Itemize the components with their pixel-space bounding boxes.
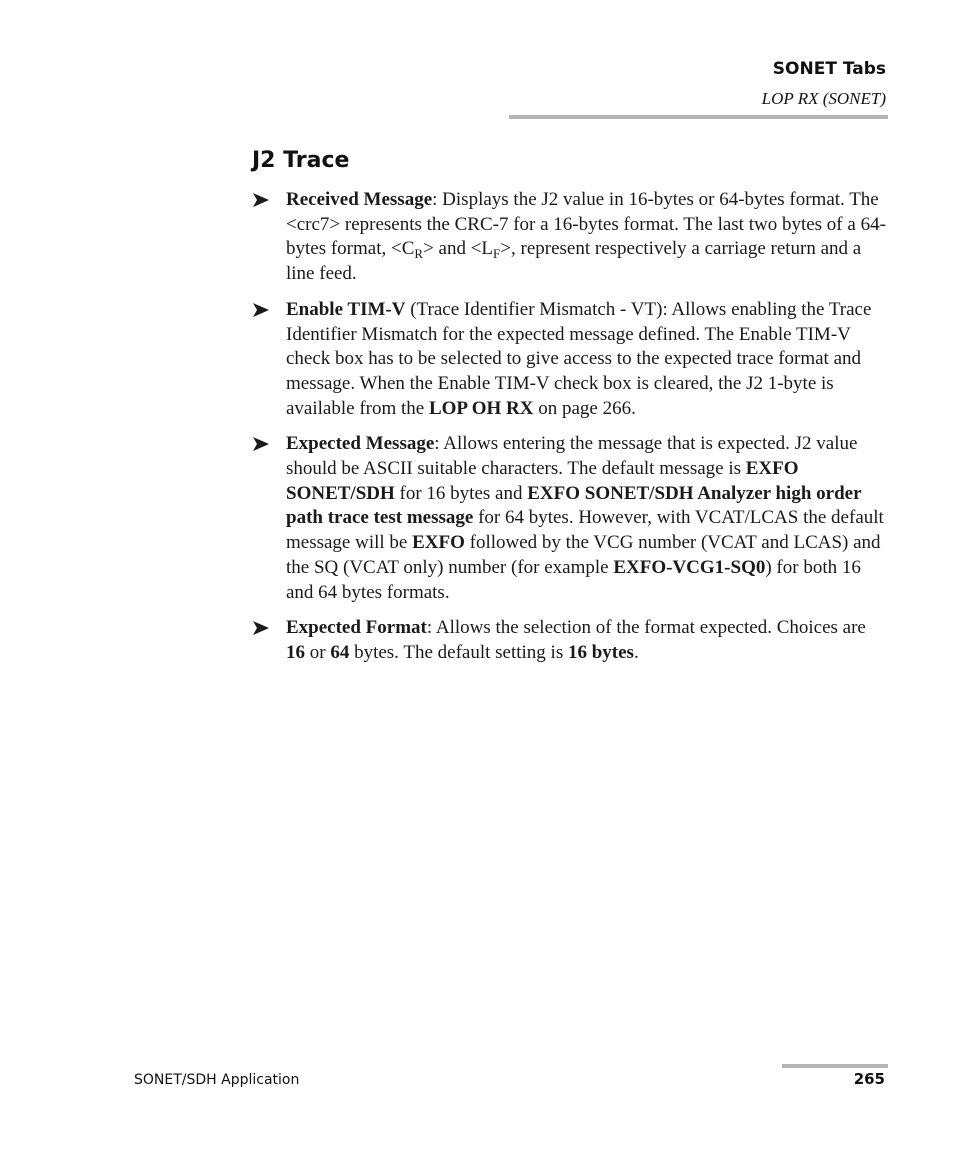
bullet-text-run: or — [305, 641, 331, 663]
bullet-term: Expected Format — [286, 617, 427, 639]
bullet-text-run: for 16 bytes and — [394, 482, 528, 504]
bullet-text-run: : Displays the J2 value in 16-bytes or 64-bytes format. The <crc7> represents the CRC-7 for a 16-bytes format. The last two bytes of a 64-bytes format, <C — [286, 189, 886, 260]
section-title: J2 Trace — [252, 148, 350, 173]
bullet-term: Enable TIM-V — [286, 298, 406, 320]
bullet-text-run: ) for both 16 and 64 bytes formats. — [286, 556, 861, 603]
bullet-text — [286, 617, 866, 663]
bullet-term: Received Message — [286, 189, 433, 210]
list-item — [252, 432, 888, 605]
bullet-text-run: > and <L — [423, 238, 494, 260]
bullet-text-run: >, represent respectively a carriage return and a line feed. — [286, 238, 862, 285]
arrowhead-bullet-icon — [252, 619, 270, 637]
bold-text: EXFO — [412, 532, 465, 554]
header-subtitle: LOP RX (SONET) — [761, 89, 886, 108]
list-item — [252, 616, 888, 665]
bullet-text-run: bytes. The default setting is — [349, 641, 568, 663]
running-header — [762, 56, 886, 112]
bold-text: 64 — [330, 641, 350, 663]
bullet-text — [286, 433, 884, 602]
bullet-text-run: followed by the VCG number (VCAT and LCAS) and the SQ (VCAT only) number (for example — [286, 532, 881, 578]
subscript: R — [414, 246, 424, 262]
bullet-term: Expected Message — [286, 433, 435, 455]
subscript: F — [493, 246, 501, 262]
header-title: SONET Tabs — [772, 59, 886, 79]
bold-text: 16 bytes — [567, 641, 634, 663]
header-rule — [509, 115, 888, 119]
bold-text: EXFO-VCG1-SQ0 — [613, 556, 766, 578]
bullet-text-run: (Trace Identifier Mismatch - VT): Allows enabling the Trace Identifier Mismatch for the expected message defined. The Enable TIM-V check box has to be selected to give access to the expected trace format and message. When the Enable TIM-V check box is cleared, the J2 1-byte is available from the — [286, 298, 872, 419]
bullet-text-run: : Allows the selection of the format expected. Choices are — [426, 617, 866, 639]
bullet-text — [286, 189, 886, 284]
bullet-text-run: for 64 bytes. However, with VCAT/LCAS the default message will be — [286, 507, 884, 554]
bullet-list — [252, 188, 888, 677]
arrowhead-bullet-icon — [252, 301, 270, 319]
bullet-text-run: . — [633, 641, 639, 663]
footer-document-title: SONET/SDH Application — [134, 1072, 300, 1088]
footer-rule — [782, 1064, 888, 1068]
bold-text: EXFO SONET/SDH Analyzer high order path trace test message — [286, 482, 862, 529]
bold-text: 16 — [286, 641, 305, 663]
page-number: 265 — [853, 1070, 885, 1088]
cross-reference-link[interactable]: LOP OH RX — [428, 397, 534, 419]
bullet-text — [286, 299, 871, 419]
list-item — [252, 188, 888, 287]
bullet-text-run: on page 266. — [533, 397, 636, 419]
bullet-text-run: : Allows entering the message that is expected. J2 value should be ASCII suitable characters. The default message is — [286, 433, 858, 480]
bold-text: EXFO SONET/SDH — [286, 458, 799, 504]
arrowhead-bullet-icon — [252, 435, 270, 453]
list-item — [252, 298, 888, 422]
arrowhead-bullet-icon — [252, 191, 270, 209]
